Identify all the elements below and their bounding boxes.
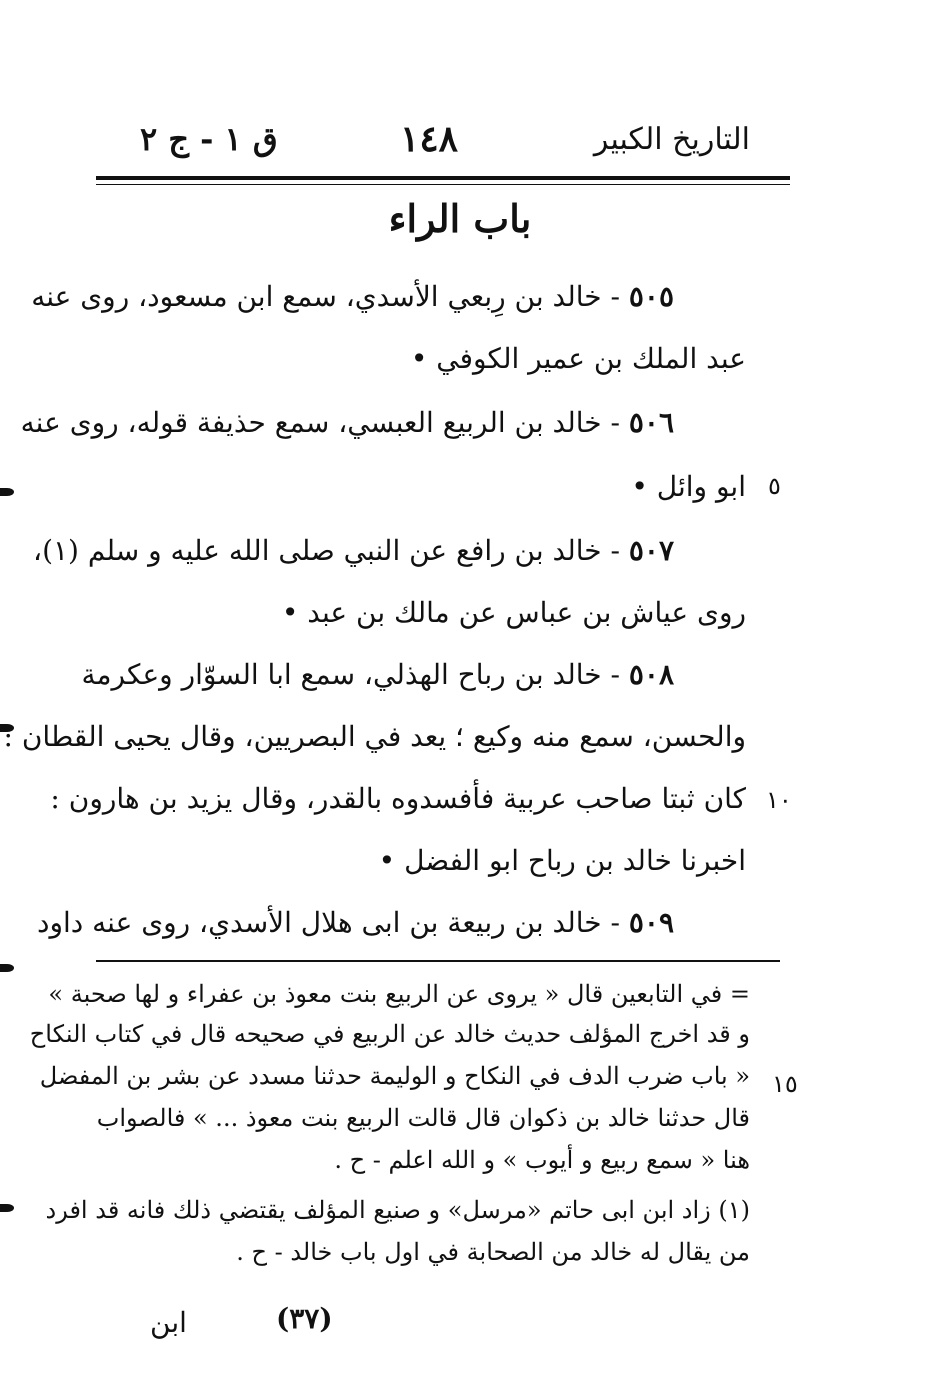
footnote-rule [96,960,780,962]
text-line: عبد الملك بن عمير الكوفي • [410,342,746,375]
scan-edge-mark [0,1204,14,1212]
book-title: التاريخ الكبير [593,122,750,157]
footnote-line: « باب ضرب الدف في النكاح و الوليمة حدثنا مسدد عن بشر بن المفضل [39,1062,750,1090]
footnote-line: (١) زاد ابن ابى حاتم «مرسل» و صنيع المؤلف يقتضي ذلك فانه قد افرد [45,1196,750,1224]
text-line: ٥٠٦ - خالد بن الربيع العبسي، سمع حذيفة قوله، روى عنه [20,406,674,439]
text-line: ٥٠٩ - خالد بن ربيعة بن ابى هلال الأسدي، روى عنه داود [36,906,674,939]
footnote-line: قال حدثنا خالد بن ذكوان قال قالت الربيع بنت معوذ ... » فالصواب [96,1104,750,1132]
scan-edge-mark [0,964,14,972]
text-line: ٥٠٥ - خالد بن رِبعي الأسدي، سمع ابن مسعود، روى عنه [31,280,674,313]
running-header [100,118,790,168]
footnote-line: من يقال له خالد من الصحابة في اول باب خالد - ح . [236,1238,750,1266]
line-number-margin: ١٠ [766,786,792,814]
text-line: ٥٠٨ - خالد بن رباح الهذلي، سمع ابا السوّار وعكرمة [81,658,674,691]
footnote-line: = في التابعين قال « يروى عن الربيع بنت معوذ بن عفراء و لها صحبة » [48,980,750,1008]
text-line: والحسن، سمع منه وكيع ؛ يعد في البصريين، وقال يحيى القطان : [3,720,746,753]
text-line: اخبرنا خالد بن رباح ابو الفضل • [378,844,746,877]
header-rule-thin [96,184,790,185]
volume-reference: ق ١ - ج ٢ [140,120,278,158]
line-number-margin: ١٥ [772,1070,798,1098]
chapter-title: باب الراء [388,196,532,241]
footnote-line: هنا « سمع ربيع و أيوب » و الله اعلم - ح . [334,1146,750,1174]
text-line: كان ثبتا صاحب عربية فأفسدوه بالقدر، وقال يزيد بن هارون : [50,782,746,815]
scan-edge-mark [0,488,14,496]
text-line: روى عياش بن عباس عن مالك بن عبد • [281,596,746,629]
signature-mark: (٣٧) [276,1302,333,1335]
header-rule [96,176,790,180]
footnote-line: و قد اخرج المؤلف حديث خالد عن الربيع في صحيحه قال في كتاب النكاح [29,1020,750,1048]
text-line: ٥٠٧ - خالد بن رافع عن النبي صلى الله عليه و سلم (١)، [33,534,674,567]
line-number-margin: ٥ [768,472,781,500]
text-line: ابو وائل • [631,470,746,503]
catchword: ابن [150,1306,187,1339]
page-number: ١٤٨ [400,118,459,160]
